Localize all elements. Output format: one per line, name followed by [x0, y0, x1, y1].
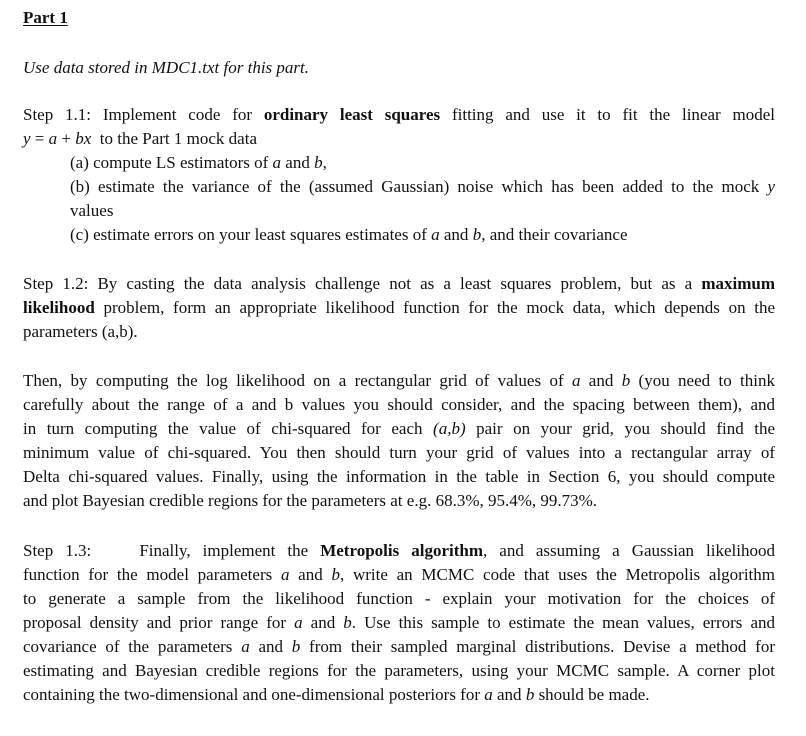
step11-line1: Step 1.1: Implement code for ordinary least squares fitting and use it to fit the linear model: [23, 105, 775, 124]
step11-item-a: (a) compute LS estimators of a and b,: [70, 153, 327, 172]
step11-item-b: (b) estimate the variance of the (assumed Gaussian) noise which has been added to the mock y: [70, 177, 775, 196]
step13-line6: estimating and Bayesian credible regions for the parameters, using your MCMC sample. A corner plot: [23, 661, 775, 680]
step13-line3: to generate a sample from the likelihood function - explain your motivation for the choices of: [23, 589, 775, 608]
step13-line1: Step 1.3: Finally, implement the Metropolis algorithm, and assuming a Gaussian likelihood: [23, 541, 775, 560]
then-line4: minimum value of chi-squared. You then should turn your grid of values into a rectangular array of: [23, 443, 775, 462]
intro-text: Use data stored in MDC1.txt for this part.: [23, 58, 310, 77]
step13-line7: containing the two-dimensional and one-dimensional posteriors for a and b should be made.: [23, 685, 650, 704]
step11-item-c: (c) estimate errors on your least squares estimates of a and b, and their covariance: [70, 225, 628, 244]
step13-line4: proposal density and prior range for a and b. Use this sample to estimate the mean values, errors and: [23, 613, 775, 632]
step12-line1: Step 1.2: By casting the data analysis challenge not as a least squares problem, but as a maximum: [23, 274, 775, 293]
part-title: Part 1: [23, 8, 68, 27]
then-line1: Then, by computing the log likelihood on a rectangular grid of values of a and b (you need to think: [23, 371, 775, 390]
then-line5: Delta chi-squared values. Finally, using the information in the table in Section 6, you should compute: [23, 467, 775, 486]
step12-line3: parameters (a,b).: [23, 322, 138, 341]
step13-line5: covariance of the parameters a and b from their sampled marginal distributions. Devise a method for: [23, 637, 775, 656]
step13-line2: function for the model parameters a and b, write an MCMC code that uses the Metropolis algorithm: [23, 565, 775, 584]
then-line3: in turn computing the value of chi-squared for each (a,b) pair on your grid, you should find the: [23, 419, 775, 438]
step11-item-b-cont: values: [70, 201, 114, 220]
then-line2: carefully about the range of a and b values you should consider, and the spacing between them), and: [23, 395, 775, 414]
step12-line2: likelihood problem, form an appropriate likelihood function for the mock data, which depends on the: [23, 298, 775, 317]
step11-line2: y = a + bx to the Part 1 mock data: [23, 129, 257, 148]
then-line6: and plot Bayesian credible regions for the parameters at e.g. 68.3%, 95.4%, 99.73%.: [23, 491, 598, 510]
